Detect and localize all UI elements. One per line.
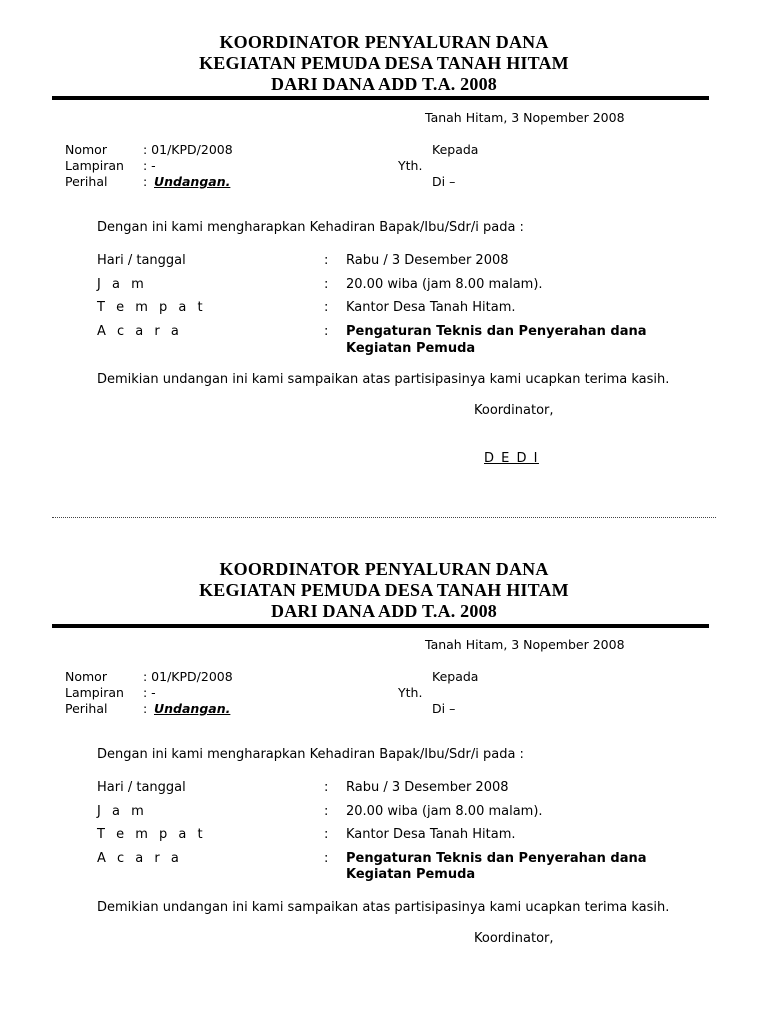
nomor-value: : 01/KPD/2008: [143, 142, 233, 157]
perihal-label: Perihal: [65, 701, 108, 716]
acara-value-line-1: Pengaturan Teknis dan Penyerahan dana: [346, 851, 647, 866]
hari-label: Hari / tanggal: [97, 253, 186, 268]
recipient-kepada: Kepada: [432, 669, 479, 684]
recipient-di: Di –: [432, 701, 456, 716]
perihal-label: Perihal: [65, 174, 108, 189]
header-line-3: DARI DANA ADD T.A. 2008: [271, 601, 497, 621]
hari-colon: :: [324, 780, 329, 795]
perihal-value: Undangan.: [154, 701, 231, 716]
tempat-colon: :: [324, 300, 329, 315]
acara-colon: :: [324, 851, 329, 866]
recipient-yth: Yth.: [398, 685, 423, 700]
lampiran-label: Lampiran: [65, 685, 124, 700]
place-date: Tanah Hitam, 3 Nopember 2008: [425, 637, 625, 652]
lampiran-value: : -: [143, 158, 156, 173]
jam-label: J a m: [97, 804, 148, 819]
recipient-kepada: Kepada: [432, 142, 479, 157]
jam-colon: :: [324, 804, 329, 819]
jam-value: 20.00 wiba (jam 8.00 malam).: [346, 804, 543, 819]
signature-title: Koordinator,: [474, 403, 554, 418]
header-rule: [52, 624, 709, 628]
signature-name: D E D I: [484, 451, 539, 466]
lampiran-label: Lampiran: [65, 158, 124, 173]
hari-colon: :: [324, 253, 329, 268]
acara-label: A c a r a: [97, 851, 183, 866]
acara-value-line-2: Kegiatan Pemuda: [346, 867, 476, 882]
nomor-label: Nomor: [65, 669, 107, 684]
perihal-colon: :: [143, 174, 148, 189]
jam-value: 20.00 wiba (jam 8.00 malam).: [346, 277, 543, 292]
lampiran-value: : -: [143, 685, 156, 700]
jam-label: J a m: [97, 277, 148, 292]
acara-label: A c a r a: [97, 324, 183, 339]
tempat-label: T e m p a t: [97, 300, 207, 315]
perihal-colon: :: [143, 701, 148, 716]
recipient-di: Di –: [432, 174, 456, 189]
hari-value: Rabu / 3 Desember 2008: [346, 253, 509, 268]
jam-colon: :: [324, 277, 329, 292]
tempat-value: Kantor Desa Tanah Hitam.: [346, 827, 516, 842]
recipient-yth: Yth.: [398, 158, 423, 173]
perihal-value: Undangan.: [154, 174, 231, 189]
hari-label: Hari / tanggal: [97, 780, 186, 795]
acara-value-line-2: Kegiatan Pemuda: [346, 341, 476, 356]
nomor-label: Nomor: [65, 142, 107, 157]
place-date: Tanah Hitam, 3 Nopember 2008: [425, 110, 625, 125]
hari-value: Rabu / 3 Desember 2008: [346, 780, 509, 795]
header-line-2: KEGIATAN PEMUDA DESA TANAH HITAM: [199, 580, 569, 600]
tempat-colon: :: [324, 827, 329, 842]
closing-text: Demikian undangan ini kami sampaikan atas partisipasinya kami ucapkan terima kasih.: [97, 372, 670, 387]
acara-colon: :: [324, 324, 329, 339]
cut-line-divider: [52, 517, 716, 518]
header-line-2: KEGIATAN PEMUDA DESA TANAH HITAM: [199, 53, 569, 73]
header-line-1: KOORDINATOR PENYALURAN DANA: [219, 32, 549, 52]
nomor-value: : 01/KPD/2008: [143, 669, 233, 684]
tempat-value: Kantor Desa Tanah Hitam.: [346, 300, 516, 315]
intro-text: Dengan ini kami mengharapkan Kehadiran Bapak/Ibu/Sdr/i pada :: [97, 220, 524, 235]
header-line-3: DARI DANA ADD T.A. 2008: [271, 74, 497, 94]
intro-text: Dengan ini kami mengharapkan Kehadiran Bapak/Ibu/Sdr/i pada :: [97, 747, 524, 762]
header-line-1: KOORDINATOR PENYALURAN DANA: [219, 559, 549, 579]
acara-value-line-1: Pengaturan Teknis dan Penyerahan dana: [346, 324, 647, 339]
closing-text: Demikian undangan ini kami sampaikan atas partisipasinya kami ucapkan terima kasih.: [97, 900, 670, 915]
signature-title: Koordinator,: [474, 931, 554, 946]
tempat-label: T e m p a t: [97, 827, 207, 842]
header-rule: [52, 96, 709, 100]
